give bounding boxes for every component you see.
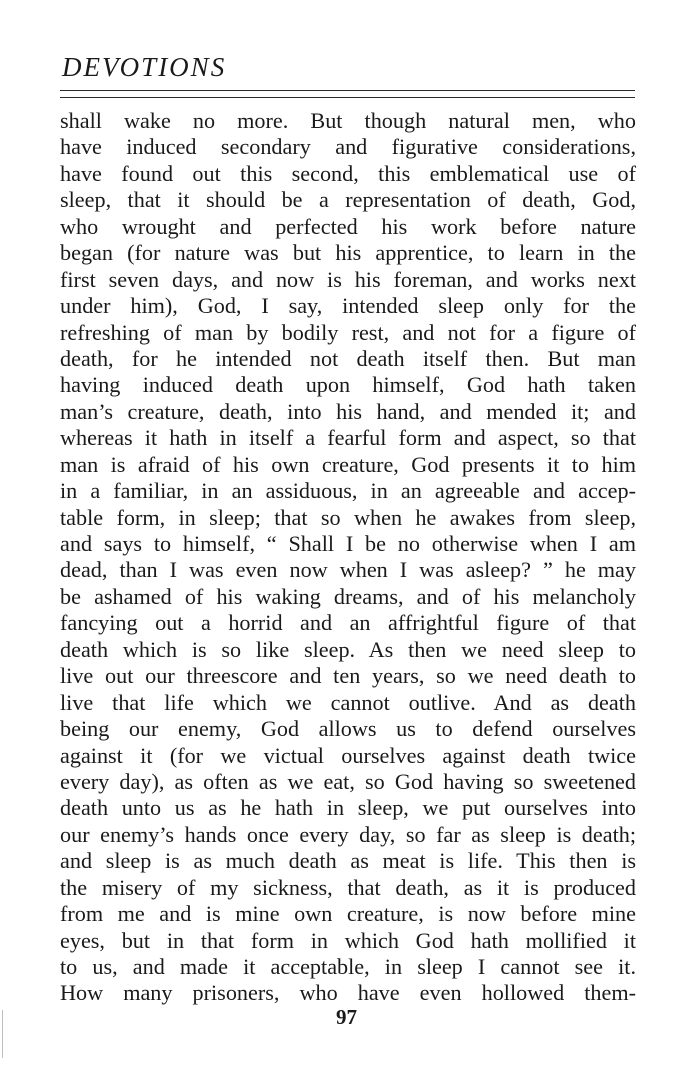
gutter-edge-line	[2, 1010, 3, 1058]
text-line: table form, in sleep; that so when he awakes from sleep,	[60, 504, 636, 530]
body-text	[60, 108, 636, 1007]
header-rule-upper	[60, 90, 635, 91]
text-line: our enemy’s hands once every day, so far as sleep is death;	[60, 821, 636, 847]
text-line: first seven days, and now is his foreman, and works next	[60, 266, 636, 292]
text-line: the misery of my sickness, that death, as it is produced	[60, 874, 636, 900]
text-line: and says to himself, “ Shall I be no otherwise when I am	[60, 531, 636, 556]
text-line: fancying out a horrid and an affrightful figure of that	[60, 610, 636, 636]
text-line: in a familiar, in an assiduous, in an agreeable and accep-	[60, 478, 636, 504]
text-line: who wrought and perfected his work before nature	[60, 213, 636, 239]
text-line: man is afraid of his own creature, God presents it to him	[60, 451, 636, 477]
text-line: sleep, that it should be a representation of death, God,	[60, 187, 636, 213]
text-line: death which is so like sleep. As then we need sleep to	[60, 636, 636, 662]
page-number: 97	[336, 1005, 357, 1029]
text-line: whereas it hath in itself a fearful form and aspect, so that	[60, 425, 636, 451]
text-line: have induced secondary and figurative considerations,	[60, 134, 636, 160]
text-line: death unto us as he hath in sleep, we put ourselves into	[60, 795, 636, 821]
text-line: How many prisoners, who have even hollowed them-	[60, 980, 636, 1006]
header-rule-lower	[60, 97, 635, 98]
text-line: live out our threescore and ten years, so we need death to	[60, 663, 636, 689]
text-line: have found out this second, this emblematical use of	[60, 160, 636, 186]
text-line: eyes, but in that form in which God hath mollified it	[60, 927, 636, 953]
text-line: live that life which we cannot outlive. And as death	[60, 689, 636, 715]
text-line: refreshing of man by bodily rest, and not for a figure of	[60, 319, 636, 345]
text-line: man’s creature, death, into his hand, and mended it; and	[60, 398, 636, 424]
running-title: DEVOTIONS	[62, 52, 227, 82]
text-line: began (for nature was but his apprentice, to learn in the	[60, 240, 636, 266]
text-line: being our enemy, God allows us to defend ourselves	[60, 716, 636, 742]
text-line: to us, and made it acceptable, in sleep I cannot see it.	[60, 954, 636, 979]
text-line: dead, than I was even now when I was asleep? ” he may	[60, 557, 636, 583]
text-line: be ashamed of his waking dreams, and of his melancholy	[60, 583, 636, 609]
text-line: shall wake no more. But though natural men, who	[60, 108, 636, 133]
text-line: death, for he intended not death itself then. But man	[60, 345, 636, 371]
text-line: having induced death upon himself, God hath taken	[60, 372, 636, 398]
text-line: from me and is mine own creature, is now before mine	[60, 901, 636, 927]
text-line: and sleep is as much death as meat is life. This then is	[60, 848, 636, 874]
text-line: against it (for we victual ourselves against death twice	[60, 742, 636, 768]
text-line: every day), as often as we eat, so God having so sweetened	[60, 768, 636, 794]
text-line: under him), God, I say, intended sleep only for the	[60, 293, 636, 319]
